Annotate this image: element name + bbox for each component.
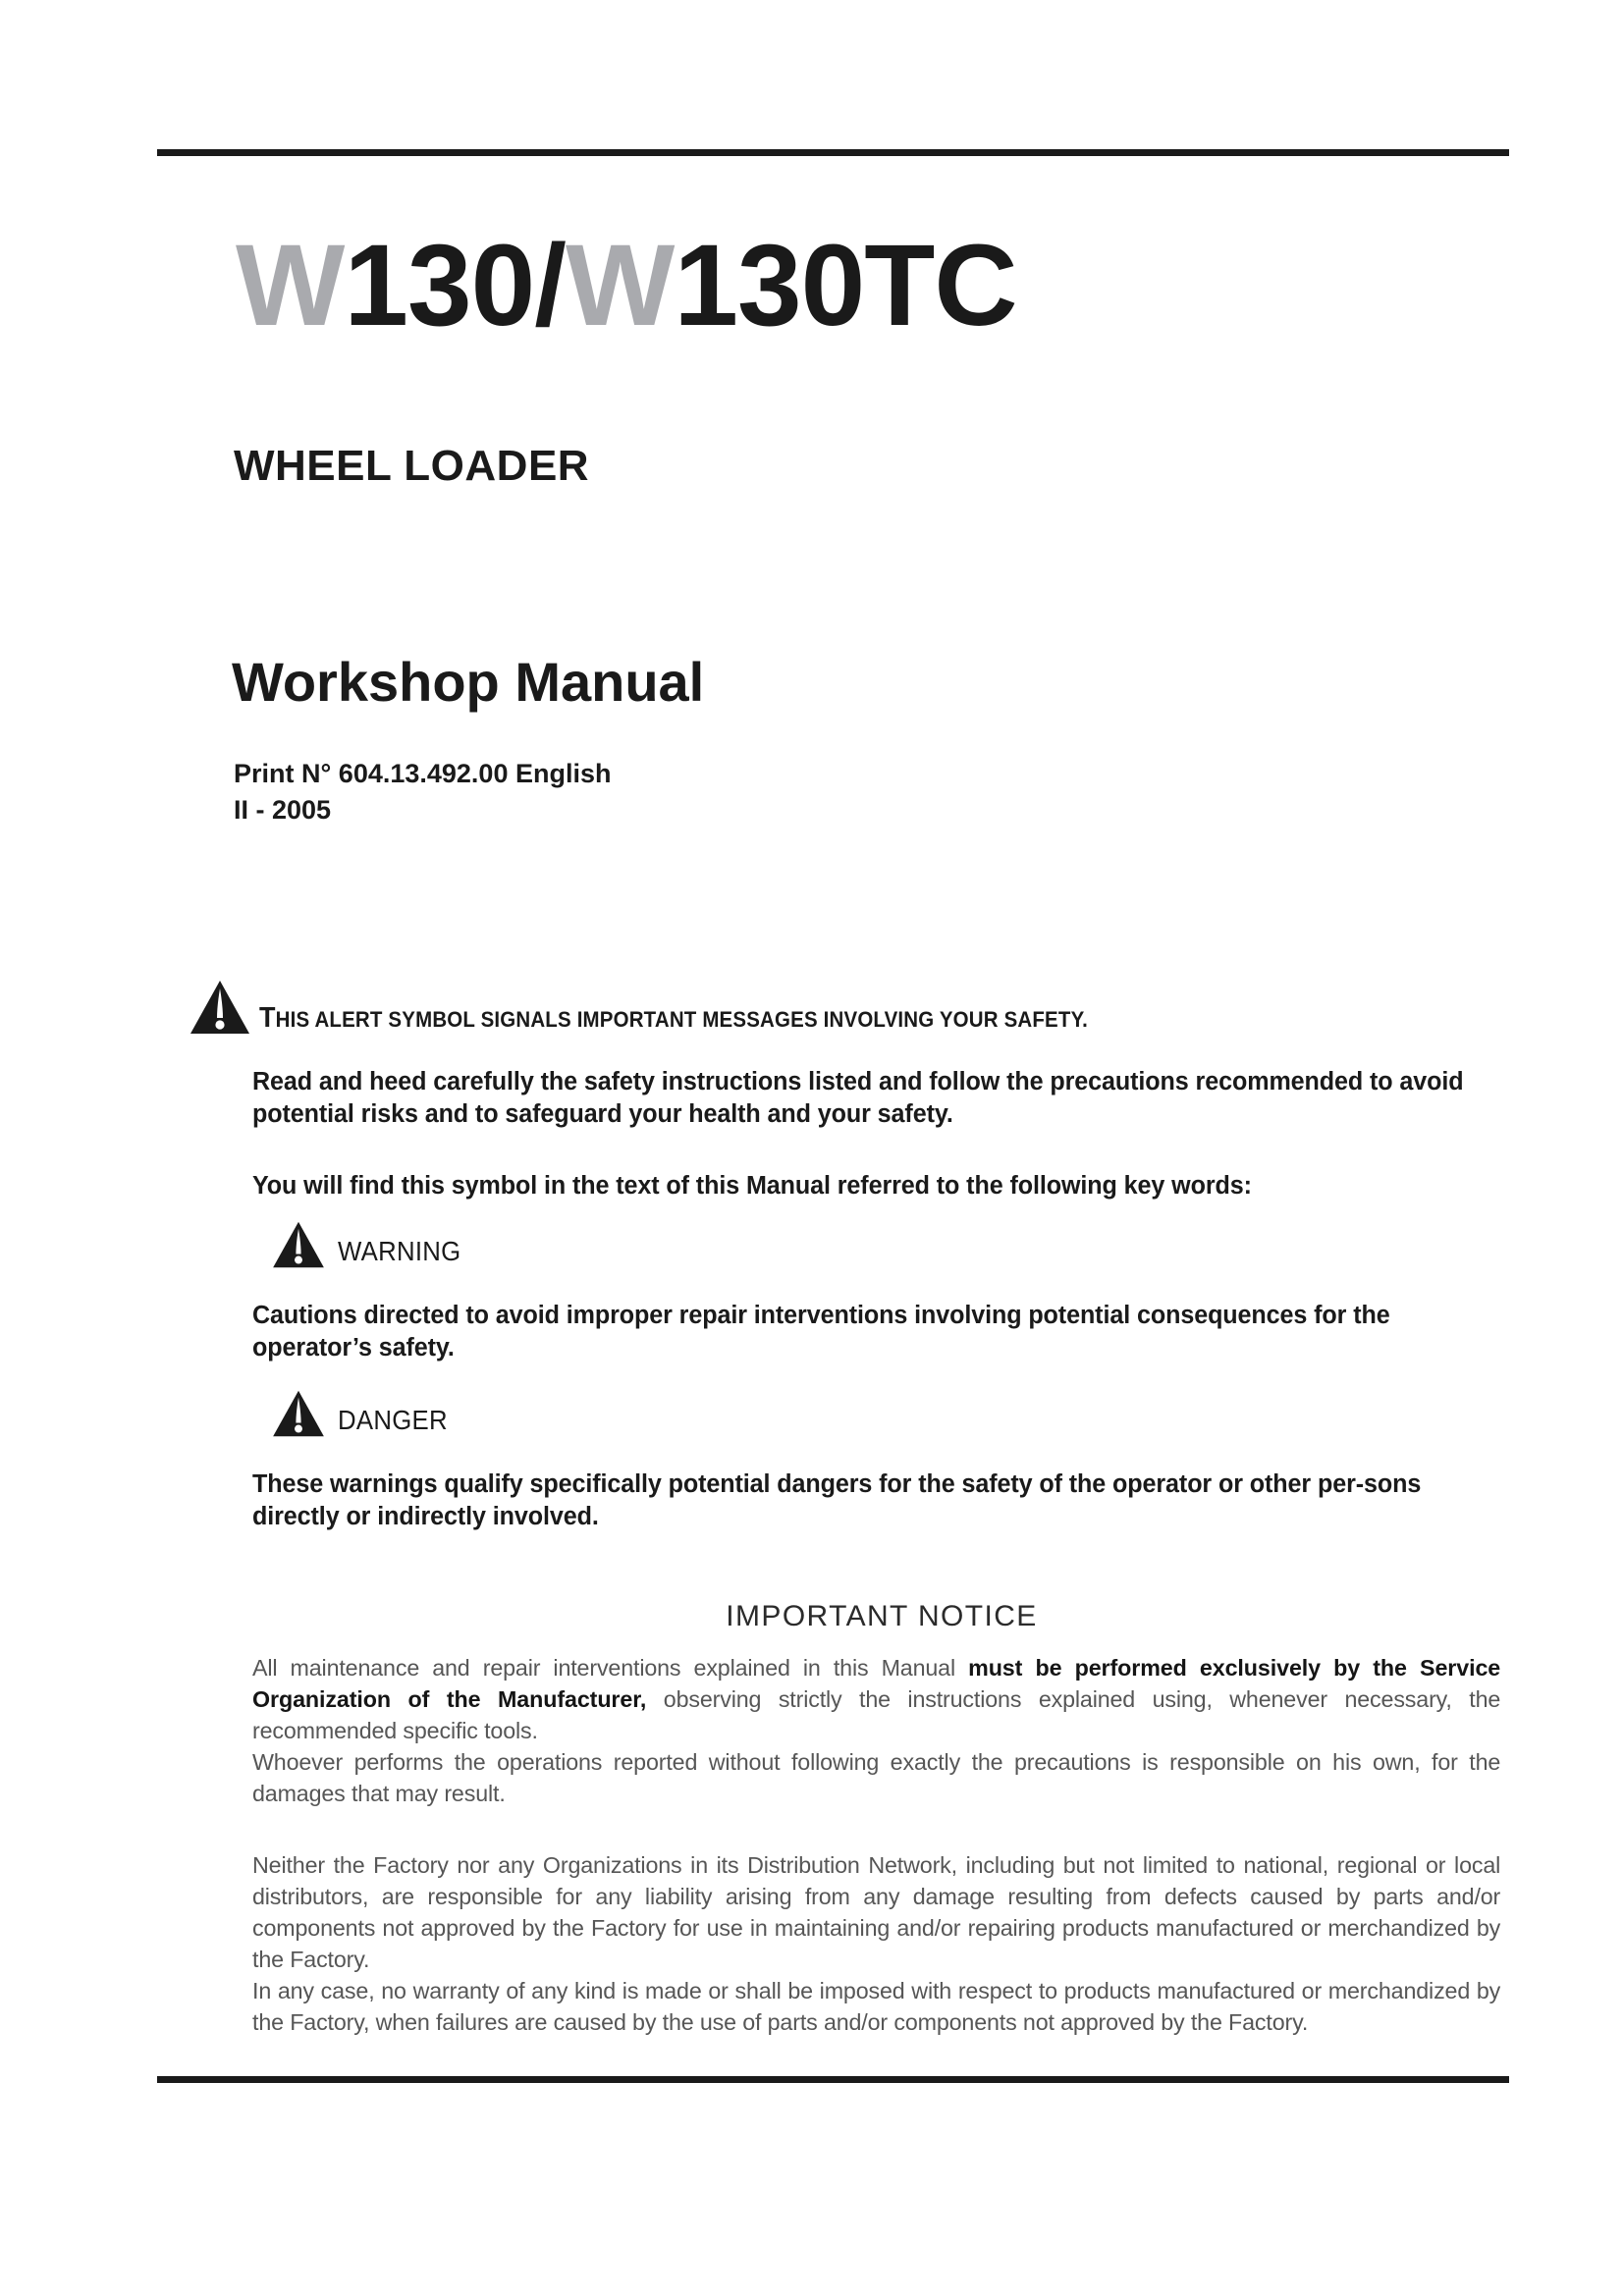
model-title-part-130: 130/ (344, 221, 567, 350)
danger-triangle-icon (272, 1389, 325, 1438)
document-type-heading: Workshop Manual (232, 651, 705, 713)
important-notice-block-one (252, 1653, 1500, 1810)
header-rule (157, 149, 1509, 156)
important-notice-block-two (252, 1850, 1500, 2039)
print-info-block (234, 756, 611, 829)
page-title (236, 221, 1017, 350)
important-notice-heading: IMPORTANT NOTICE (726, 1600, 1038, 1632)
danger-keyword-label: DANGER (338, 1405, 448, 1435)
notice-paragraph-4: In any case, no warranty of any kind is made or shall be imposed with respect to products manufactured or merchandized by the Factory, when failures are caused by the use of parts and/or components not approved by the Factory. (252, 1977, 1501, 2035)
footer-rule (157, 2076, 1509, 2083)
warning-keyword-label: WARNING (338, 1236, 461, 1266)
warning-description-paragraph: Cautions directed to avoid improper repair interventions involving potential consequences for the operator’s safety. (252, 1302, 1390, 1362)
product-type-label: WHEEL LOADER (234, 442, 590, 490)
warning-triangle-icon (272, 1220, 325, 1269)
danger-keyword-row (272, 1389, 458, 1438)
warning-keyword-row (272, 1220, 471, 1269)
model-title-part-w1: W (236, 221, 345, 350)
safety-symbol-intro-paragraph: You will find this symbol in the text of this Manual referred to the following key words: (252, 1172, 1252, 1200)
alert-statement (259, 1004, 1088, 1036)
print-number: Print N° 604.13.492.00 English (234, 759, 612, 788)
warning-triangle-icon (189, 979, 250, 1036)
model-title-part-w2: W (566, 221, 675, 350)
alert-symbol-banner (189, 979, 1151, 1036)
notice-paragraph-3: Neither the Factory nor any Organizations in its Distribution Network, including but not limited to national, regional or local distributors, are responsible for any liability arising from any damage resulting from defects caused by parts and/or components not approved by the Factory for use in maintaining and/or repairing products manufactured or merchandized by the Factory. (252, 1852, 1501, 1972)
notice-paragraph-1-tail: observing strictly the instructions explained using, whenever necessary, the recommended specific tools. (252, 1685, 1501, 1743)
notice-paragraph-2: Whoever performs the operations reported without following exactly the precautions is responsible on his own, for the damages that may result. (252, 1748, 1501, 1806)
model-title-part-130tc: 130TC (674, 221, 1017, 350)
alert-statement-rest: HIS ALERT SYMBOL SIGNALS IMPORTANT MESSAGES INVOLVING YOUR SAFETY. (275, 1007, 1089, 1032)
notice-paragraph-1-emphasis: must be performed exclusively by the Service Organization of the Manufacturer, (252, 1655, 1501, 1712)
alert-statement-initial: T (259, 1002, 276, 1034)
notice-paragraph-1-lead: All maintenance and repair interventions explained in this Manual (252, 1655, 969, 1681)
print-date: II - 2005 (234, 795, 332, 826)
danger-description-paragraph: These warnings qualify specifically potential dangers for the safety of the operator or other per-sons directly or indirectly involved. (252, 1470, 1422, 1531)
notice-paragraph-1 (252, 1653, 1500, 1747)
safety-read-and-heed-paragraph: Read and heed carefully the safety instructions listed and follow the precautions recommended to avoid potential risks and to safeguard your health and your safety. (252, 1068, 1464, 1129)
